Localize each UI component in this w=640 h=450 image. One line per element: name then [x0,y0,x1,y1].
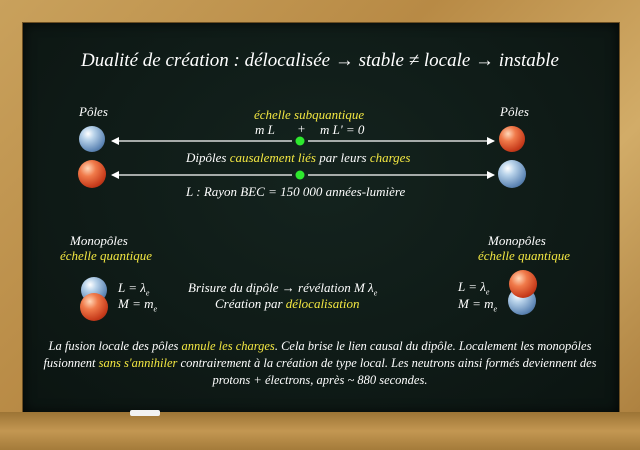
para-s5: contrairement à la création de type local. Les neutrons ainsi formés deviennent des protons + électrons, après ~ 880 secondes. [177,356,597,387]
center-dot-bottom [296,171,305,180]
eq-l-right-sub: e [485,287,490,297]
monopoles-right-scale: échelle quantique [478,248,571,263]
para-s1: La fusion locale des pôles [48,339,182,353]
center-line2-text: Création par [215,296,286,311]
monopole-ball-red-right [509,270,537,298]
center-line1-sub: e [373,288,378,298]
poles-right-label: Pôles [500,104,529,119]
monopoles-right-label: Monopôles [488,233,546,248]
eq-l-right [458,279,489,297]
subquantum-label: échelle subquantique [254,107,365,122]
explanation-paragraph [40,338,600,389]
eq-l-left-text: L = λ [118,280,146,295]
para-s4: sans s'annihiler [98,356,178,370]
dipoles-part1: Dipôles [186,150,230,165]
dipoles-line [186,150,411,166]
dipoles-part4: charges [369,150,411,165]
eq-m-left-text: M = m [118,296,154,311]
center-line1-text: Brisure du dipôle → révélation M λ [188,280,374,295]
monopoles-left-scale: échelle quantique [60,248,153,263]
para-s2: annule les charges [181,339,275,353]
dipoles-part3: par leurs [316,150,370,165]
eq-m-right-text: M = m [458,296,494,311]
page-title: Dualité de création : délocalisée → stable ≠ locale → instable [81,50,559,71]
center-dot-top [296,137,305,146]
eq-m-right-sub: e [493,304,498,314]
eq-m-right [458,296,497,314]
eq-m-left-sub: e [153,304,158,314]
para-s3: . Cela brise le lien causal du dipôle. Localement les monopôles fusionnent [43,339,592,370]
monopoles-left-label: Monopôles [70,233,128,248]
monopole-ball-red-left [80,293,108,321]
eq-l-left [118,280,149,298]
ml-label: m L [255,122,275,137]
eq-l-right-text: L = λ [458,279,486,294]
eq-m-left [118,296,157,314]
radius-label: L : Rayon BEC = 150 000 années-lumière [186,184,406,199]
poles-left-label: Pôles [79,104,108,119]
dipoles-part2: causalement liés [229,150,316,165]
eq-l-left-sub: e [145,288,150,298]
center-line2 [215,296,359,312]
center-line1 [188,280,377,298]
plus-label: + [297,121,306,136]
center-line2-highlight: délocalisation [285,296,360,311]
ml-prime-label: m L' = 0 [320,122,365,137]
